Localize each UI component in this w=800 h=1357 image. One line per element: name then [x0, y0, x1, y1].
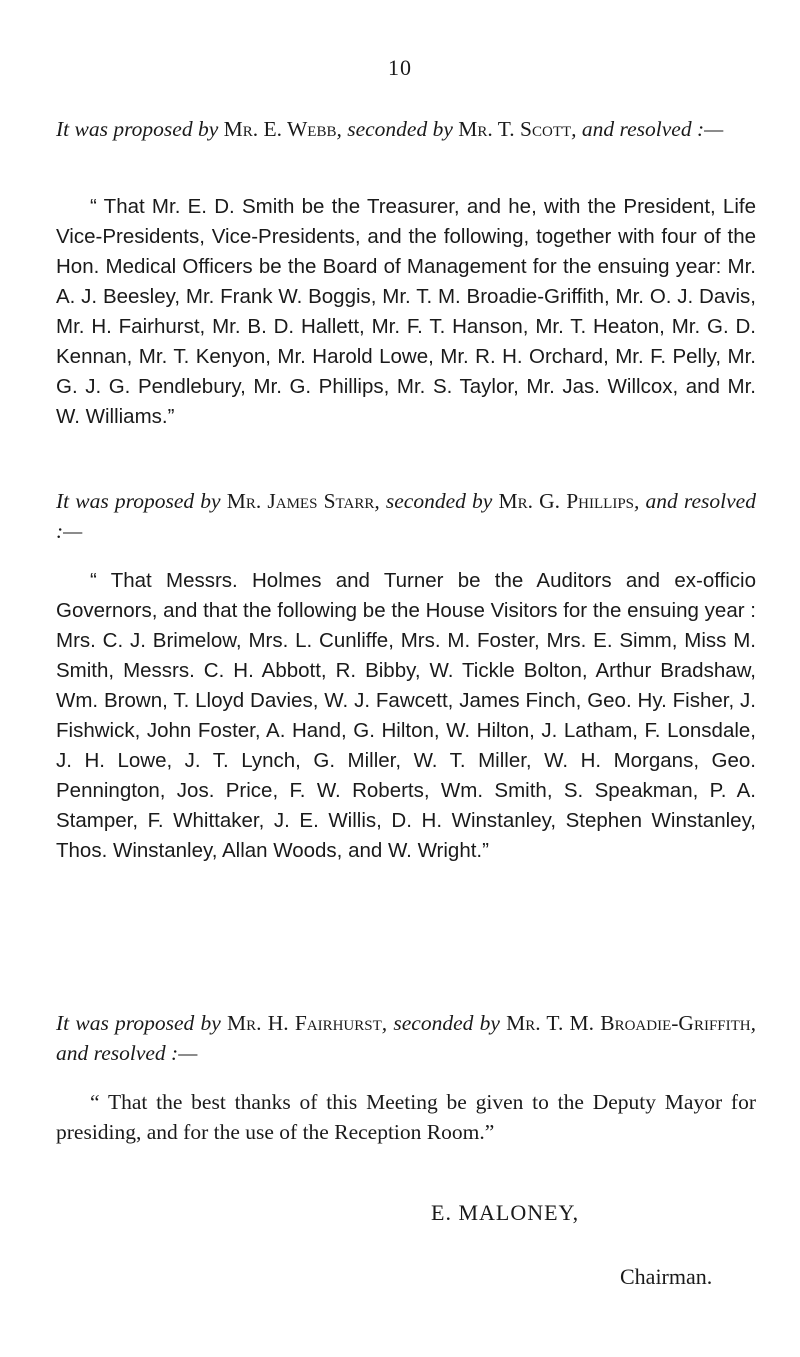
- seconder-name: Mr. T. Scott: [458, 117, 572, 141]
- proposer-name: Mr. James Starr: [226, 489, 375, 513]
- proposer-name: Mr. H. Fairhurst: [226, 1011, 382, 1035]
- seconded-text: , seconded by: [374, 489, 499, 513]
- page-number: 10: [388, 55, 412, 80]
- motion-3-resolution: “ That the best thanks of this Meeting be given to the Deputy Mayor for presiding, and for the use of the Reception Room.”: [56, 1090, 756, 1144]
- proposal-prefix: It was proposed by: [56, 1011, 227, 1035]
- motion-1-proposal: [56, 114, 756, 144]
- motion-3-proposal: [56, 1008, 756, 1068]
- proposer-name: Mr. E. Webb: [223, 117, 337, 141]
- seconder-name: Mr. T. M. Broadie-Griffith: [506, 1011, 751, 1035]
- motion-2-proposal: [56, 486, 756, 546]
- chairman-role: Chairman.: [620, 1264, 713, 1289]
- resolved-text: , and resolved :—: [56, 489, 756, 543]
- seconded-text: , seconded by: [381, 1011, 507, 1035]
- document-page: [56, 0, 756, 1357]
- seconder-name: Mr. G. Phillips: [498, 489, 634, 513]
- seconded-text: , seconded by: [336, 117, 459, 141]
- chairman-signature-name: E. MALONEY,: [431, 1200, 580, 1225]
- motion-2-resolution: “ That Messrs. Holmes and Turner be the Auditors and ex-officio Governors, and that the following be the House Visitors for the ensuing year : Mrs. C. J. Brimelow, Mrs. L. Cunliffe, Mrs. M. Foster, Mrs. E. Simm, Miss M. Smith, Messrs. C. H. Abbott, R. Bibby, W. Tickle Bolton, Arthur Bradshaw, Wm. Brown, T. Lloyd Davies, W. J. Fawcett, James Finch, Geo. Hy. Fisher, J. Fishwick, John Foster, A. Hand, G. Hilton, W. Hilton, J. Latham, F. Lonsdale, J. H. Lowe, J. T. Lynch, G. Miller, W. T. Miller, W. H. Morgans, Geo. Pennington, Jos. Price, F. W. Roberts, Wm. Smith, S. Speakman, P. A. Stamper, F. Whittaker, J. E. Willis, D. H. Winstanley, Stephen Winstanley, Thos. Winstanley, Allan Woods, and W. Wright.”: [56, 569, 756, 862]
- motion-1-resolution: “ That Mr. E. D. Smith be the Treasurer, and he, with the President, Life Vice-Presidents, Vice-Presidents, and the following, together with four of the Hon. Medical Officers be the Board of Management for the ensuing year: Mr. A. J. Beesley, Mr. Frank W. Boggis, Mr. T. M. Broadie-Griffith, Mr. O. J. Davis, Mr. H. Fairhurst, Mr. B. D. Hallett, Mr. F. T. Hanson, Mr. T. Heaton, Mr. G. D. Kennan, Mr. T. Kenyon, Mr. Harold Lowe, Mr. R. H. Orchard, Mr. F. Pelly, Mr. G. J. G. Pendlebury, Mr. G. Phillips, Mr. S. Taylor, Mr. Jas. Willcox, and Mr. W. Williams.”: [56, 195, 756, 428]
- proposal-prefix: It was proposed by: [56, 117, 224, 141]
- resolved-text: , and resolved :—: [571, 117, 724, 141]
- proposal-prefix: It was proposed by: [56, 489, 227, 513]
- resolved-text: , and resolved :—: [56, 1011, 756, 1065]
